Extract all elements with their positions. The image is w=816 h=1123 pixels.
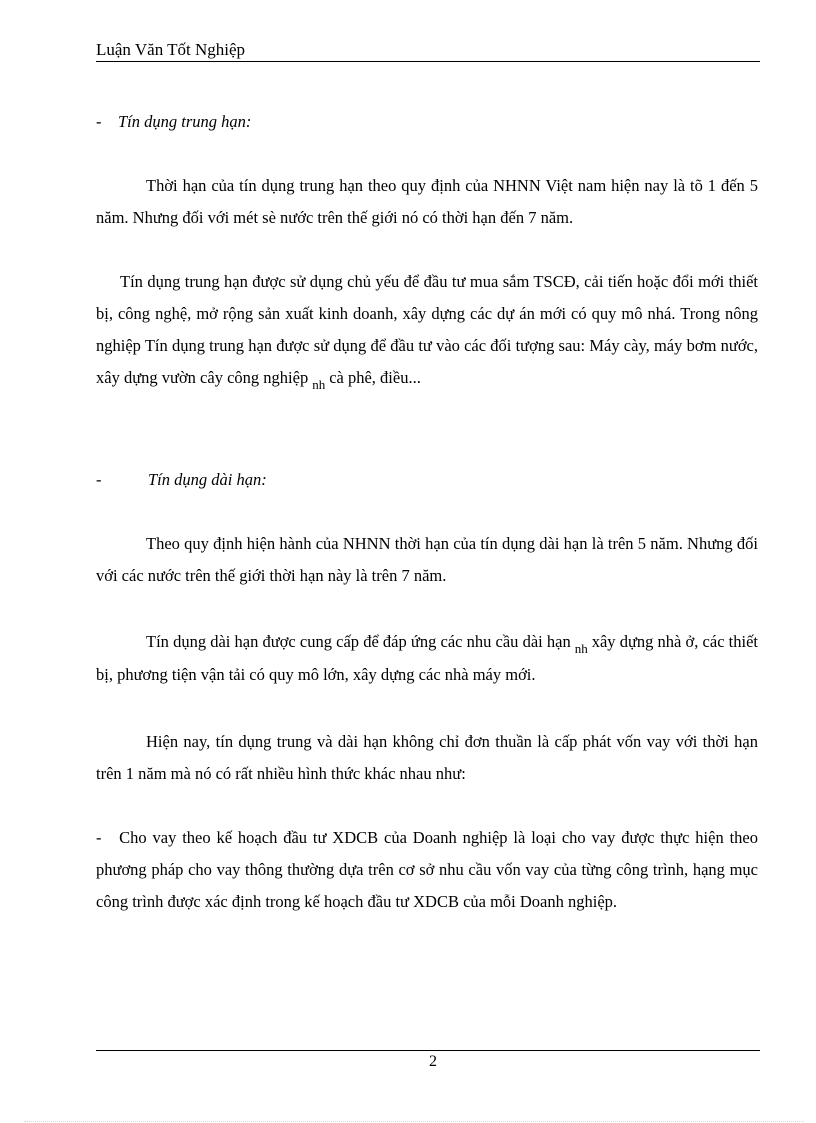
long-term-paragraph-2-text-a: Tín dụng dài hạn được cung cấp để đáp ứng các nhu cầu dài hạn <box>146 632 571 651</box>
footer-rule <box>96 1050 760 1051</box>
long-term-paragraph-2-sub: nh <box>574 641 588 656</box>
header-title: Luận Văn Tốt Nghiệp <box>96 40 246 59</box>
long-term-paragraph-2-text-b: xây dựng nhà ở, các thiết bị, phương tiện vận tải có quy mô lớn, xây dựng các nhà máy mới. <box>96 632 758 684</box>
heading-medium-term <box>96 111 251 133</box>
heading-medium-term-label: Tín dụng trung hạn: <box>118 112 252 131</box>
medium-term-paragraph-2-sub: nh <box>312 377 326 392</box>
long-term-paragraph-1: Theo quy định hiện hành của NHNN thời hạn của tín dụng dài hạn là trên 5 năm. Nhưng đối với các nước trên thế giới thời hạn này là trên 7 năm. <box>96 534 758 585</box>
long-term-paragraph-2 <box>96 626 758 691</box>
heading-long-term-label: Tín dụng dài hạn: <box>148 470 267 489</box>
medium-term-paragraph-2 <box>96 266 758 395</box>
long-term-paragraph-3: Hiện nay, tín dụng trung và dài hạn không chỉ đơn thuần là cấp phát vốn vay với thời hạn trên 1 năm mà nó có rất nhiều hình thức khác nhau như: <box>96 732 758 783</box>
long-term-paragraph-4: - Cho vay theo kế hoạch đầu tư XDCB của Doanh nghiệp là loại cho vay được thực hiện theo phương pháp cho vay thông thường dựa trên cơ sở nhu cầu vốn vay của từng công trình, hạng mục công trình được xác định trong kế hoạch đầu tư XDCB của mỗi Doanh nghiệp. <box>96 828 763 911</box>
page-number: 2 <box>429 1053 437 1070</box>
medium-term-paragraph-2-text-a: Tín dụng trung hạn được sử dụng chủ yếu để đầu tư mua sắm TSCĐ, cải tiến hoặc đổi mới thiết bị, công nghệ, mở rộng sản xuất kinh doanh, xây dựng các dự án mới có quy mô nhá. Trong nông nghiệp Tín dụng trung hạn được sử dụng để đầu tư vào các đối tượng sau: Máy cày, máy bơm nước, xây dựng vườn cây công nghiệp <box>96 272 758 387</box>
page-bottom-border <box>24 1121 804 1122</box>
heading-dash: - <box>96 112 102 131</box>
medium-term-paragraph-2-text-b: cà phê, điều... <box>329 368 421 387</box>
medium-term-paragraph-1: Thời hạn của tín dụng trung hạn theo quy định của NHNN Việt nam hiện nay là tõ 1 đến 5 năm. Nhưng đối với mét sè nước trên thế giới nó có thời hạn đến 7 năm. <box>96 176 758 227</box>
heading-long-term <box>96 469 267 491</box>
header-rule <box>96 61 760 62</box>
heading-dash: - <box>96 470 102 489</box>
